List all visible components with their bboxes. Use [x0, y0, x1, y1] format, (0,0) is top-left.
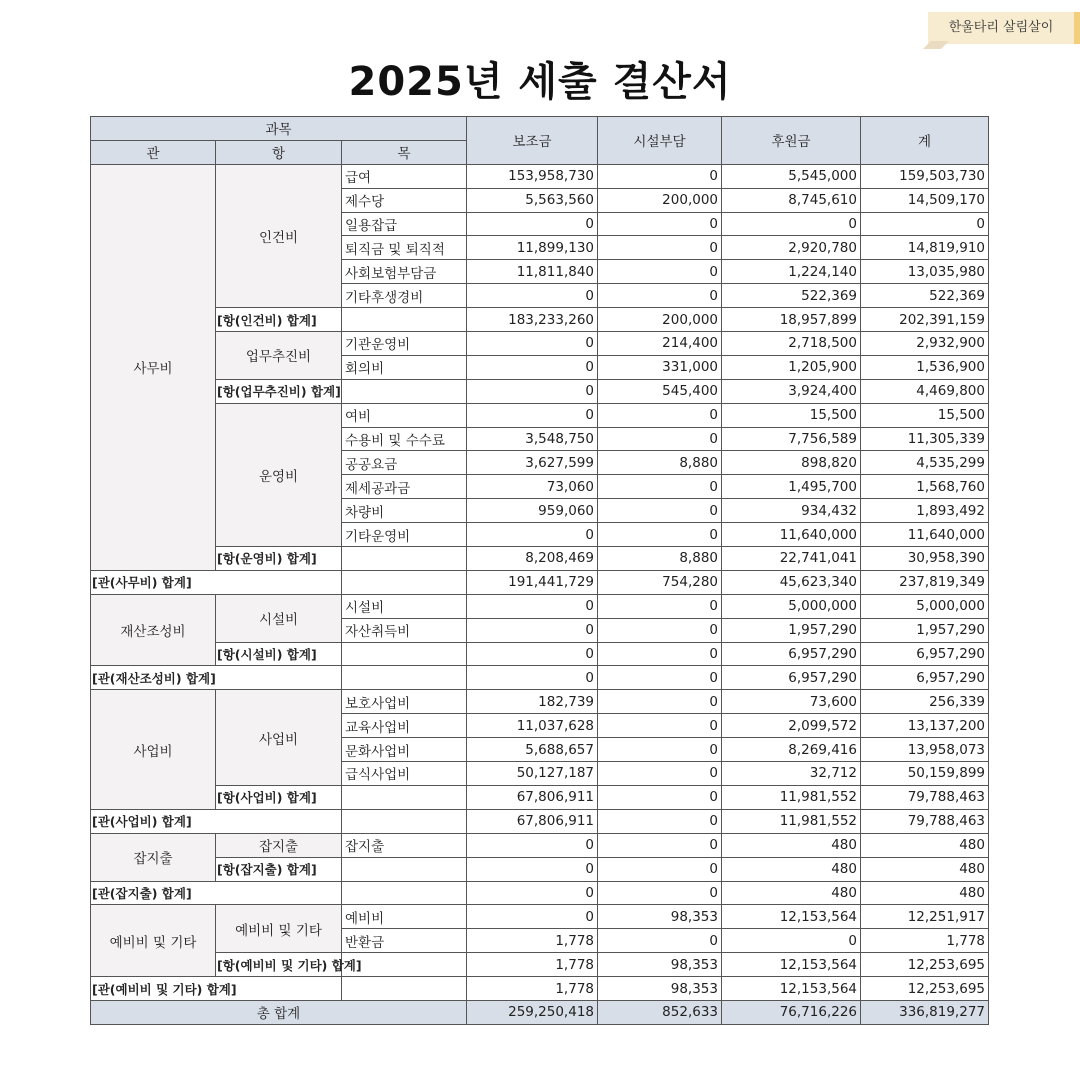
amount-cell: 214,400	[598, 332, 722, 356]
amount-cell: 1,568,760	[861, 475, 989, 499]
amount-cell: 480	[861, 857, 989, 881]
empty-cell	[342, 379, 467, 403]
amount-cell: 13,958,073	[861, 738, 989, 762]
hang-cell: 시설비	[216, 594, 342, 642]
amount-cell: 12,153,564	[722, 953, 861, 977]
hang-subtotal-label: [항(운영비) 합계]	[216, 547, 342, 571]
header-hang: 항	[216, 140, 342, 164]
amount-cell: 480	[722, 857, 861, 881]
hang-subtotal-label: [항(인건비) 합계]	[216, 308, 342, 332]
amount-cell: 0	[467, 284, 598, 308]
amount-cell: 898,820	[722, 451, 861, 475]
table-row	[91, 164, 989, 188]
amount-cell: 5,000,000	[722, 594, 861, 618]
amount-cell: 0	[722, 212, 861, 236]
hang-cell: 사업비	[216, 690, 342, 786]
grand-total-amount: 76,716,226	[722, 1000, 861, 1024]
amount-cell: 18,957,899	[722, 308, 861, 332]
table-row	[91, 690, 989, 714]
amount-cell: 12,153,564	[722, 905, 861, 929]
amount-cell: 11,640,000	[861, 523, 989, 547]
amount-cell: 1,495,700	[722, 475, 861, 499]
amount-cell: 200,000	[598, 188, 722, 212]
amount-cell: 50,127,187	[467, 762, 598, 786]
hang-subtotal-label: [항(사업비) 합계]	[216, 785, 342, 809]
table-row	[91, 547, 989, 571]
amount-cell: 1,957,290	[861, 618, 989, 642]
amount-cell: 0	[598, 762, 722, 786]
header-mok: 목	[342, 140, 467, 164]
amount-cell: 79,788,463	[861, 809, 989, 833]
hang-subtotal-label: [항(잡지출) 합계]	[216, 857, 342, 881]
amount-cell: 0	[598, 499, 722, 523]
amount-cell: 73,060	[467, 475, 598, 499]
amount-cell: 331,000	[598, 355, 722, 379]
amount-cell: 5,563,560	[467, 188, 598, 212]
table-row	[91, 953, 989, 977]
mok-cell: 여비	[342, 403, 467, 427]
amount-cell: 4,469,800	[861, 379, 989, 403]
amount-cell: 14,819,910	[861, 236, 989, 260]
mok-cell: 자산취득비	[342, 618, 467, 642]
amount-cell: 13,035,980	[861, 260, 989, 284]
empty-cell	[342, 642, 467, 666]
amount-cell: 6,957,290	[722, 666, 861, 690]
hang-subtotal-label: [항(시설비) 합계]	[216, 642, 342, 666]
amount-cell: 0	[467, 833, 598, 857]
amount-cell: 15,500	[861, 403, 989, 427]
amount-cell: 0	[467, 666, 598, 690]
amount-cell: 0	[467, 403, 598, 427]
mok-cell: 기타후생경비	[342, 284, 467, 308]
amount-cell: 2,718,500	[722, 332, 861, 356]
gwan-cell: 예비비 및 기타	[91, 905, 216, 977]
amount-cell: 30,958,390	[861, 547, 989, 571]
amount-cell: 73,600	[722, 690, 861, 714]
amount-cell: 12,253,695	[861, 953, 989, 977]
amount-cell: 0	[598, 857, 722, 881]
amount-cell: 0	[598, 403, 722, 427]
amount-cell: 12,153,564	[722, 977, 861, 1001]
amount-cell: 522,369	[861, 284, 989, 308]
amount-cell: 3,924,400	[722, 379, 861, 403]
mok-cell: 수용비 및 수수료	[342, 427, 467, 451]
amount-cell: 754,280	[598, 570, 722, 594]
expenditure-table	[90, 116, 989, 1025]
gwan-subtotal-label: [관(잡지출) 합계]	[91, 881, 342, 905]
table-row	[91, 785, 989, 809]
gwan-cell: 재산조성비	[91, 594, 216, 666]
amount-cell: 5,000,000	[861, 594, 989, 618]
amount-cell: 0	[598, 164, 722, 188]
amount-cell: 0	[467, 881, 598, 905]
mok-cell: 교육사업비	[342, 714, 467, 738]
table-row	[91, 570, 989, 594]
amount-cell: 0	[467, 905, 598, 929]
mok-cell: 예비비	[342, 905, 467, 929]
amount-cell: 0	[467, 379, 598, 403]
amount-cell: 12,251,917	[861, 905, 989, 929]
amount-cell: 15,500	[722, 403, 861, 427]
amount-cell: 6,957,290	[861, 642, 989, 666]
amount-cell: 256,339	[861, 690, 989, 714]
mok-cell: 급식사업비	[342, 762, 467, 786]
amount-cell: 67,806,911	[467, 809, 598, 833]
mok-cell: 시설비	[342, 594, 467, 618]
amount-cell: 6,957,290	[861, 666, 989, 690]
amount-cell: 0	[467, 594, 598, 618]
amount-cell: 8,269,416	[722, 738, 861, 762]
amount-cell: 0	[598, 212, 722, 236]
amount-cell: 1,893,492	[861, 499, 989, 523]
gwan-subtotal-label: [관(사업비) 합계]	[91, 809, 342, 833]
empty-cell	[342, 570, 467, 594]
amount-cell: 0	[598, 523, 722, 547]
mok-cell: 퇴직금 및 퇴직적	[342, 236, 467, 260]
amount-cell: 5,545,000	[722, 164, 861, 188]
grand-total-amount: 336,819,277	[861, 1000, 989, 1024]
amount-cell: 1,205,900	[722, 355, 861, 379]
amount-cell: 5,688,657	[467, 738, 598, 762]
amount-cell: 3,548,750	[467, 427, 598, 451]
gwan-cell: 사업비	[91, 690, 216, 809]
header-gwamok: 과목	[91, 117, 467, 141]
amount-cell: 1,778	[861, 929, 989, 953]
header-col: 보조금	[467, 117, 598, 165]
table-row	[91, 594, 989, 618]
header-col: 계	[861, 117, 989, 165]
gwan-cell: 사무비	[91, 164, 216, 570]
mok-cell: 잡지출	[342, 833, 467, 857]
amount-cell: 183,233,260	[467, 308, 598, 332]
amount-cell: 0	[598, 738, 722, 762]
amount-cell: 3,627,599	[467, 451, 598, 475]
amount-cell: 98,353	[598, 953, 722, 977]
grand-total-amount: 852,633	[598, 1000, 722, 1024]
table-row	[91, 332, 989, 356]
amount-cell: 0	[598, 284, 722, 308]
hang-cell: 예비비 및 기타	[216, 905, 342, 953]
mok-cell: 제세공과금	[342, 475, 467, 499]
mok-cell: 공공요금	[342, 451, 467, 475]
empty-cell	[342, 666, 467, 690]
amount-cell: 0	[467, 212, 598, 236]
amount-cell: 1,957,290	[722, 618, 861, 642]
amount-cell: 959,060	[467, 499, 598, 523]
table-row	[91, 977, 989, 1001]
mok-cell: 기관운영비	[342, 332, 467, 356]
amount-cell: 200,000	[598, 308, 722, 332]
gwan-subtotal-label: [관(사무비) 합계]	[91, 570, 342, 594]
amount-cell: 11,981,552	[722, 785, 861, 809]
amount-cell: 0	[598, 427, 722, 451]
amount-cell: 0	[598, 618, 722, 642]
grand-total-row	[91, 1000, 989, 1024]
amount-cell: 11,981,552	[722, 809, 861, 833]
amount-cell: 0	[722, 929, 861, 953]
amount-cell: 480	[861, 833, 989, 857]
amount-cell: 934,432	[722, 499, 861, 523]
amount-cell: 0	[598, 475, 722, 499]
amount-cell: 0	[467, 332, 598, 356]
table-row	[91, 379, 989, 403]
mok-cell: 차량비	[342, 499, 467, 523]
amount-cell: 182,739	[467, 690, 598, 714]
amount-cell: 8,880	[598, 547, 722, 571]
amount-cell: 45,623,340	[722, 570, 861, 594]
grand-total-amount: 259,250,418	[467, 1000, 598, 1024]
empty-cell	[342, 547, 467, 571]
table-row	[91, 881, 989, 905]
amount-cell: 0	[598, 260, 722, 284]
amount-cell: 1,778	[467, 977, 598, 1001]
table-row	[91, 642, 989, 666]
mok-cell: 일용잡급	[342, 212, 467, 236]
mok-cell: 사회보험부담금	[342, 260, 467, 284]
gwan-cell: 잡지출	[91, 833, 216, 881]
amount-cell: 7,756,589	[722, 427, 861, 451]
amount-cell: 0	[598, 881, 722, 905]
amount-cell: 98,353	[598, 905, 722, 929]
empty-cell	[342, 881, 467, 905]
amount-cell: 50,159,899	[861, 762, 989, 786]
amount-cell: 0	[467, 355, 598, 379]
table-row	[91, 905, 989, 929]
page-title: 2025년 세출 결산서	[348, 59, 732, 105]
table-row	[91, 403, 989, 427]
amount-cell: 8,745,610	[722, 188, 861, 212]
hang-subtotal-label: [항(업무추진비) 합계]	[216, 379, 342, 403]
amount-cell: 0	[467, 618, 598, 642]
mok-cell: 급여	[342, 164, 467, 188]
amount-cell: 2,920,780	[722, 236, 861, 260]
amount-cell: 0	[598, 714, 722, 738]
hang-cell: 인건비	[216, 164, 342, 307]
amount-cell: 1,224,140	[722, 260, 861, 284]
gwan-subtotal-label: [관(예비비 및 기타) 합계]	[91, 977, 342, 1001]
table-row	[91, 857, 989, 881]
amount-cell: 522,369	[722, 284, 861, 308]
mok-cell: 기타운영비	[342, 523, 467, 547]
grand-total-label: 총 합계	[91, 1000, 467, 1024]
gwan-subtotal-label: [관(재산조성비) 합계]	[91, 666, 342, 690]
amount-cell: 1,778	[467, 953, 598, 977]
amount-cell: 191,441,729	[467, 570, 598, 594]
amount-cell: 480	[722, 833, 861, 857]
amount-cell: 0	[467, 857, 598, 881]
mok-cell: 반환금	[342, 929, 467, 953]
empty-cell	[342, 857, 467, 881]
amount-cell: 0	[598, 809, 722, 833]
empty-cell	[342, 785, 467, 809]
table-row	[91, 308, 989, 332]
hang-cell: 운영비	[216, 403, 342, 546]
amount-cell: 11,305,339	[861, 427, 989, 451]
amount-cell: 0	[598, 929, 722, 953]
hang-subtotal-label: [항(예비비 및 기타) 합계]	[216, 953, 342, 977]
table-row	[91, 809, 989, 833]
amount-cell: 13,137,200	[861, 714, 989, 738]
table-row	[91, 833, 989, 857]
amount-cell: 480	[861, 881, 989, 905]
amount-cell: 480	[722, 881, 861, 905]
brand-tag: 한울타리 살림살이	[928, 12, 1080, 44]
amount-cell: 6,957,290	[722, 642, 861, 666]
amount-cell: 0	[598, 666, 722, 690]
amount-cell: 0	[467, 523, 598, 547]
empty-cell	[342, 977, 467, 1001]
amount-cell: 0	[598, 642, 722, 666]
amount-cell: 0	[598, 690, 722, 714]
amount-cell: 2,099,572	[722, 714, 861, 738]
amount-cell: 159,503,730	[861, 164, 989, 188]
amount-cell: 0	[598, 236, 722, 260]
mok-cell: 제수당	[342, 188, 467, 212]
amount-cell: 98,353	[598, 977, 722, 1001]
amount-cell: 0	[861, 212, 989, 236]
amount-cell: 4,535,299	[861, 451, 989, 475]
table-row	[91, 666, 989, 690]
empty-cell	[342, 308, 467, 332]
amount-cell: 153,958,730	[467, 164, 598, 188]
amount-cell: 8,880	[598, 451, 722, 475]
amount-cell: 1,778	[467, 929, 598, 953]
mok-cell: 문화사업비	[342, 738, 467, 762]
amount-cell: 11,640,000	[722, 523, 861, 547]
amount-cell: 2,932,900	[861, 332, 989, 356]
amount-cell: 79,788,463	[861, 785, 989, 809]
amount-cell: 0	[467, 642, 598, 666]
header-gwan: 관	[91, 140, 216, 164]
mok-cell: 보호사업비	[342, 690, 467, 714]
hang-cell: 업무추진비	[216, 332, 342, 380]
hang-cell: 잡지출	[216, 833, 342, 857]
empty-cell	[342, 809, 467, 833]
amount-cell: 14,509,170	[861, 188, 989, 212]
amount-cell: 1,536,900	[861, 355, 989, 379]
amount-cell: 11,899,130	[467, 236, 598, 260]
header-col: 후원금	[722, 117, 861, 165]
amount-cell: 545,400	[598, 379, 722, 403]
amount-cell: 22,741,041	[722, 547, 861, 571]
amount-cell: 67,806,911	[467, 785, 598, 809]
header-col: 시설부담	[598, 117, 722, 165]
amount-cell: 11,037,628	[467, 714, 598, 738]
amount-cell: 32,712	[722, 762, 861, 786]
amount-cell: 237,819,349	[861, 570, 989, 594]
amount-cell: 11,811,840	[467, 260, 598, 284]
amount-cell: 0	[598, 594, 722, 618]
amount-cell: 8,208,469	[467, 547, 598, 571]
mok-cell: 회의비	[342, 355, 467, 379]
amount-cell: 0	[598, 785, 722, 809]
amount-cell: 0	[598, 833, 722, 857]
amount-cell: 12,253,695	[861, 977, 989, 1001]
amount-cell: 202,391,159	[861, 308, 989, 332]
